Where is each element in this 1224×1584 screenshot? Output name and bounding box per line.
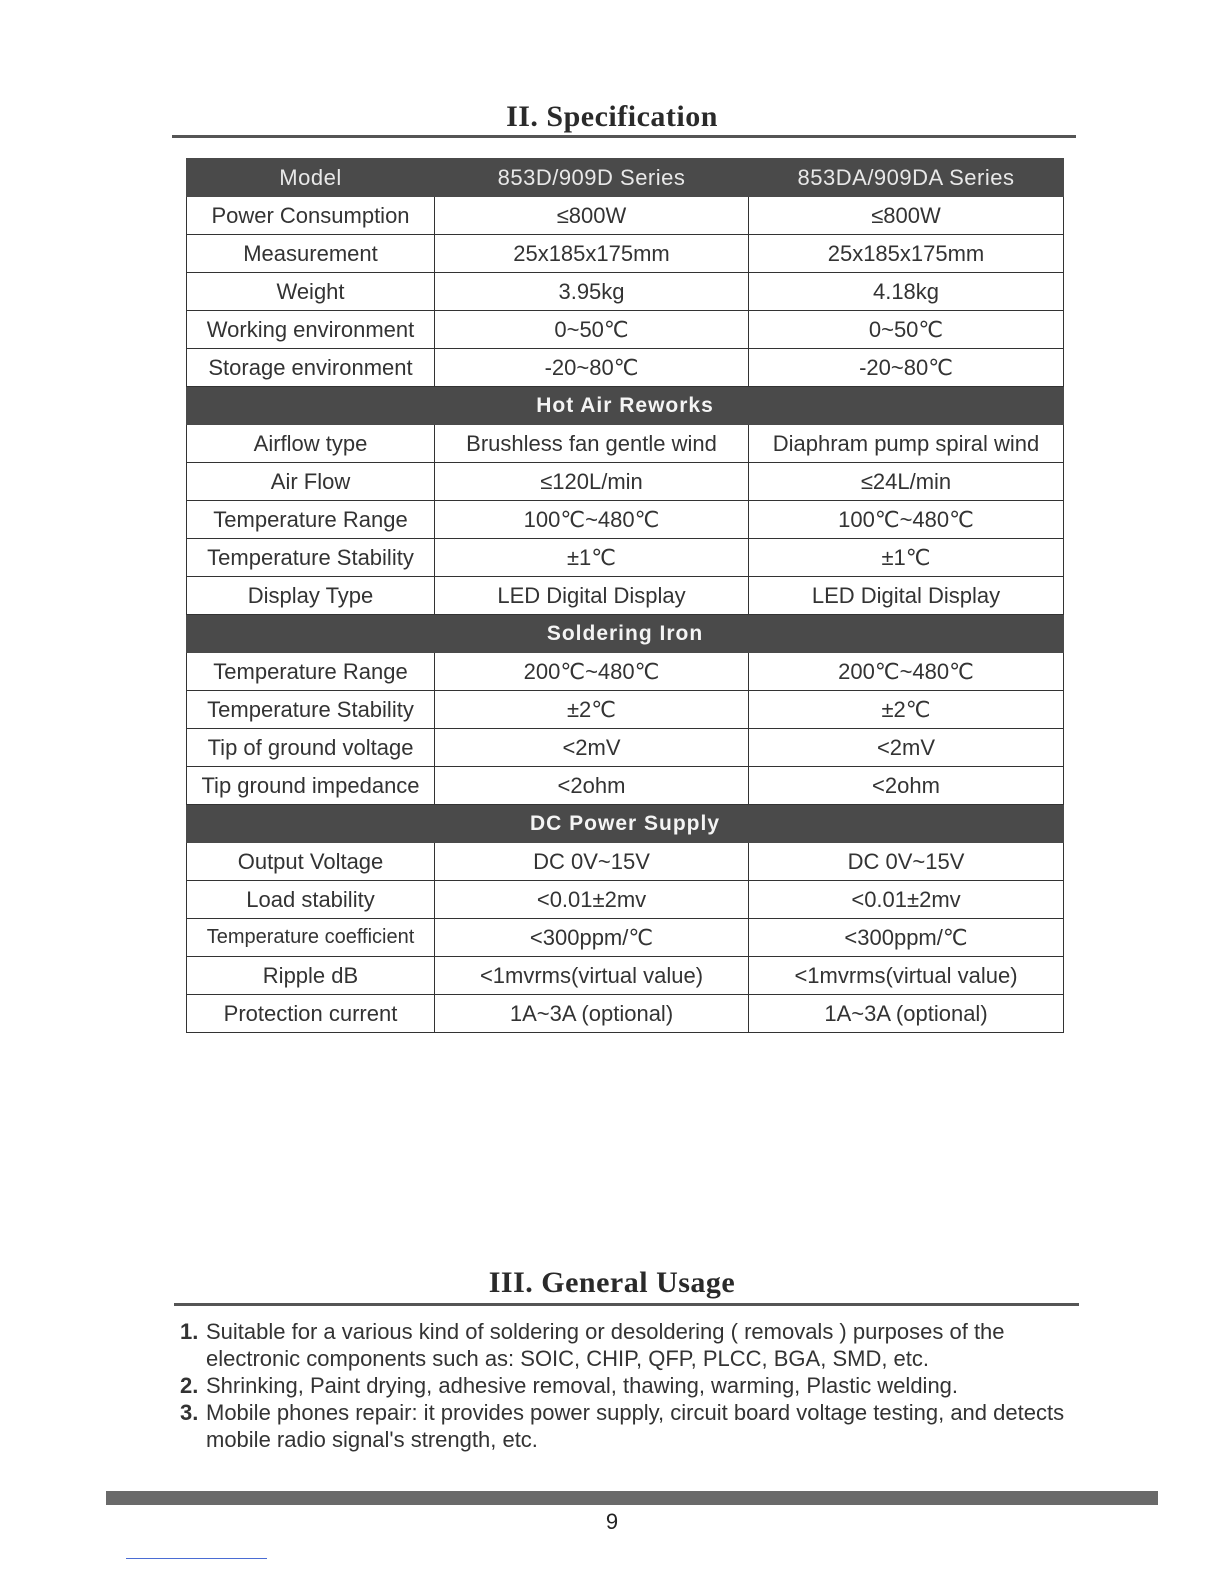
- row-label: Tip of ground voltage: [187, 729, 435, 767]
- row-value-b: <2ohm: [749, 767, 1064, 805]
- table-row: [187, 767, 1064, 805]
- row-label: Temperature Stability: [187, 691, 435, 729]
- row-label: Measurement: [187, 235, 435, 273]
- row-value-a: 1A~3A (optional): [435, 995, 749, 1033]
- table-row: [187, 919, 1064, 957]
- row-value-a: DC 0V~15V: [435, 843, 749, 881]
- row-value-a: 25x185x175mm: [435, 235, 749, 273]
- section-row-hot-air: [187, 387, 1064, 425]
- table-row: [187, 729, 1064, 767]
- section-title: DC Power Supply: [187, 805, 1064, 843]
- section-title: Soldering Iron: [187, 615, 1064, 653]
- row-value-a: ±2℃: [435, 691, 749, 729]
- page-number: 9: [605, 1509, 619, 1534]
- footer-bar: [106, 1491, 1158, 1505]
- row-value-a: 0~50℃: [435, 311, 749, 349]
- row-value-a: <1mvrms(virtual value): [435, 957, 749, 995]
- row-value-a: Brushless fan gentle wind: [435, 425, 749, 463]
- table-row: [187, 501, 1064, 539]
- spec-table: [186, 158, 1064, 1033]
- row-label: Air Flow: [187, 463, 435, 501]
- row-value-b: <2mV: [749, 729, 1064, 767]
- row-label: Airflow type: [187, 425, 435, 463]
- row-value-b: 25x185x175mm: [749, 235, 1064, 273]
- row-label: Temperature Range: [187, 653, 435, 691]
- row-value-a: ≤120L/min: [435, 463, 749, 501]
- row-value-a: ≤800W: [435, 197, 749, 235]
- usage-heading-rule: [174, 1303, 1079, 1306]
- row-value-a: ±1℃: [435, 539, 749, 577]
- list-item-number: 2.: [180, 1373, 199, 1398]
- row-value-b: 1A~3A (optional): [749, 995, 1064, 1033]
- table-row: [187, 539, 1064, 577]
- spec-heading-rule: [172, 135, 1076, 138]
- list-item-text: Mobile phones repair: it provides power supply, circuit board voltage testing, and detects mobile radio signal's strength, etc.: [206, 1400, 1065, 1452]
- usage-list: [180, 1318, 1080, 1453]
- row-value-b: <0.01±2mv: [749, 881, 1064, 919]
- table-row: [187, 843, 1064, 881]
- row-value-b: 0~50℃: [749, 311, 1064, 349]
- row-value-b: <300ppm/℃: [749, 919, 1064, 957]
- row-value-b: 4.18kg: [749, 273, 1064, 311]
- row-label: Weight: [187, 273, 435, 311]
- list-item: [180, 1372, 1080, 1399]
- list-item: [180, 1399, 1080, 1453]
- list-item-text: Suitable for a various kind of soldering or desoldering ( removals ) purposes of the electronic components such as: SOIC, CHIP, QFP, PLCC, BGA, SMD, etc.: [206, 1319, 1005, 1371]
- row-label: Tip ground impedance: [187, 767, 435, 805]
- row-value-a: 200℃~480℃: [435, 653, 749, 691]
- row-value-b: -20~80℃: [749, 349, 1064, 387]
- row-value-b: ≤800W: [749, 197, 1064, 235]
- row-value-b: ±1℃: [749, 539, 1064, 577]
- row-value-a: <2ohm: [435, 767, 749, 805]
- row-value-a: 3.95kg: [435, 273, 749, 311]
- row-value-b: DC 0V~15V: [749, 843, 1064, 881]
- header-cell-series-a: 853D/909D Series: [435, 159, 749, 197]
- row-label: Output Voltage: [187, 843, 435, 881]
- row-value-b: Diaphram pump spiral wind: [749, 425, 1064, 463]
- row-value-b: LED Digital Display: [749, 577, 1064, 615]
- section-row-soldering-iron: [187, 615, 1064, 653]
- table-row: [187, 349, 1064, 387]
- row-value-b: <1mvrms(virtual value): [749, 957, 1064, 995]
- header-cell-series-b: 853DA/909DA Series: [749, 159, 1064, 197]
- row-label: Temperature Stability: [187, 539, 435, 577]
- header-cell-model: Model: [187, 159, 435, 197]
- row-label: Temperature coefficient: [187, 919, 435, 957]
- table-row: [187, 235, 1064, 273]
- list-item: [180, 1318, 1080, 1372]
- table-row: [187, 197, 1064, 235]
- table-row: [187, 463, 1064, 501]
- row-value-b: 100℃~480℃: [749, 501, 1064, 539]
- row-label: Power Consumption: [187, 197, 435, 235]
- usage-heading: III. General Usage: [488, 1266, 736, 1299]
- table-row: [187, 881, 1064, 919]
- row-value-a: LED Digital Display: [435, 577, 749, 615]
- row-label: Temperature Range: [187, 501, 435, 539]
- row-label: Load stability: [187, 881, 435, 919]
- table-row: [187, 995, 1064, 1033]
- table-row: [187, 273, 1064, 311]
- section-row-dc-power-supply: [187, 805, 1064, 843]
- row-label: Ripple dB: [187, 957, 435, 995]
- table-row: [187, 691, 1064, 729]
- list-item-text: Shrinking, Paint drying, adhesive removal, thawing, warming, Plastic welding.: [206, 1373, 959, 1398]
- row-value-b: ±2℃: [749, 691, 1064, 729]
- row-value-a: <300ppm/℃: [435, 919, 749, 957]
- table-row: [187, 653, 1064, 691]
- table-row: [187, 311, 1064, 349]
- spec-heading: II. Specification: [506, 100, 718, 133]
- row-value-a: 100℃~480℃: [435, 501, 749, 539]
- row-label: Working environment: [187, 311, 435, 349]
- list-item-number: 3.: [180, 1400, 199, 1425]
- table-row: [187, 425, 1064, 463]
- table-row: [187, 577, 1064, 615]
- row-value-a: -20~80℃: [435, 349, 749, 387]
- section-title: Hot Air Reworks: [187, 387, 1064, 425]
- row-label: Protection current: [187, 995, 435, 1033]
- row-value-b: ≤24L/min: [749, 463, 1064, 501]
- table-row: [187, 957, 1064, 995]
- list-item-number: 1.: [180, 1319, 199, 1344]
- spec-header-row: [187, 159, 1064, 197]
- row-value-b: 200℃~480℃: [749, 653, 1064, 691]
- row-value-a: <2mV: [435, 729, 749, 767]
- row-label: Display Type: [187, 577, 435, 615]
- row-label: Storage environment: [187, 349, 435, 387]
- row-value-a: <0.01±2mv: [435, 881, 749, 919]
- bottom-left-line: [126, 1558, 267, 1559]
